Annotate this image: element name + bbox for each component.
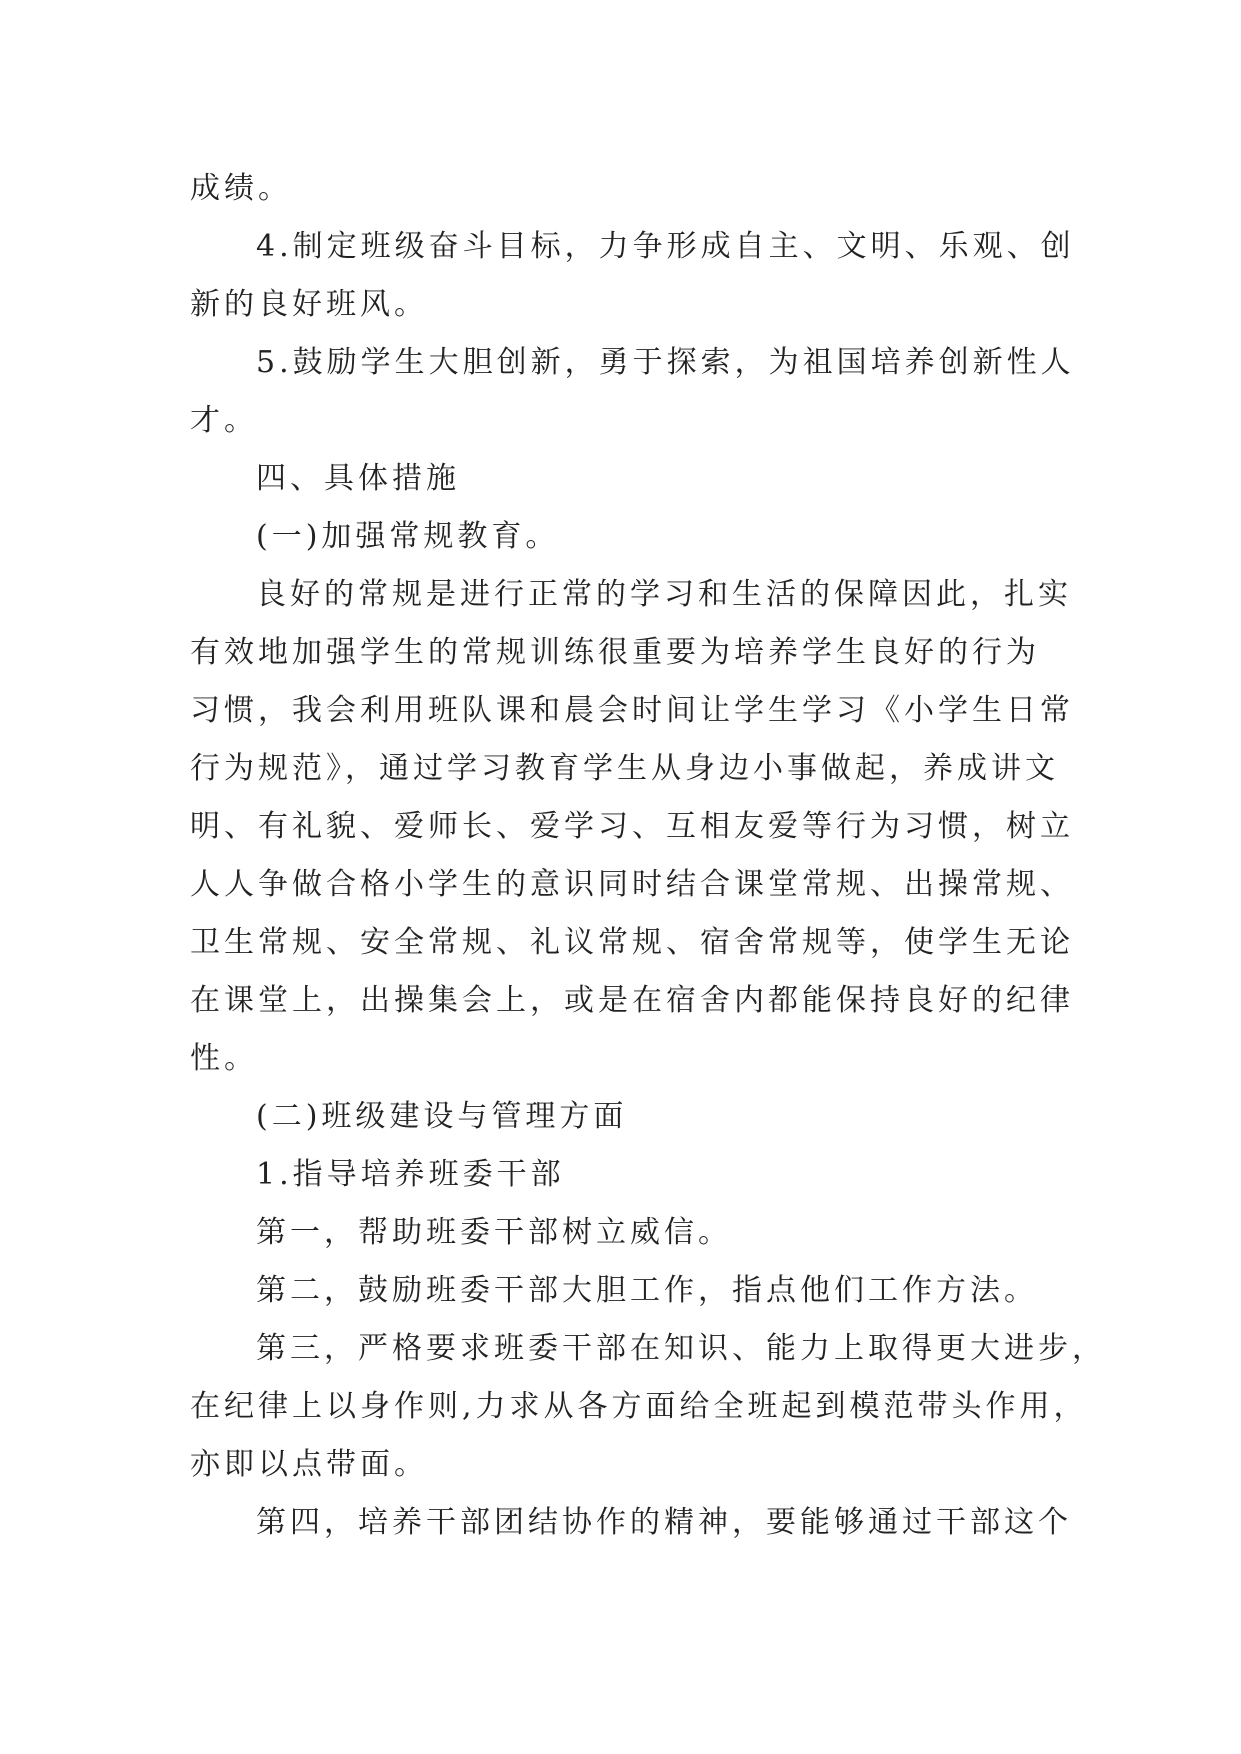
text-line: 性。: [190, 1041, 258, 1076]
text-line: 第三，严格要求班委干部在知识、能力上取得更大进步，: [256, 1331, 1106, 1366]
subsection-heading: (一)加强常规教育。: [256, 519, 560, 554]
text-line: 亦即以点带面。: [190, 1447, 428, 1482]
text-line: 成绩。: [190, 171, 292, 206]
text-line: 新的良好班风。: [190, 287, 428, 322]
list-heading: 1.指导培养班委干部: [256, 1157, 565, 1192]
section-heading: 四、具体措施: [256, 461, 460, 496]
text-line: 第四，培养干部团结协作的精神，要能够通过干部这个: [256, 1505, 1072, 1540]
text-line: 行为规范》，通过学习教育学生从身边小事做起，养成讲文: [190, 751, 1059, 786]
text-line: 才。: [190, 403, 258, 438]
subsection-heading: (二)班级建设与管理方面: [256, 1099, 628, 1134]
text-line: 5.鼓励学生大胆创新，勇于探索，为祖国培养创新性人: [256, 345, 1075, 380]
text-line: 卫生常规、安全常规、礼议常规、宿舍常规等，使学生无论: [190, 925, 1074, 960]
text-line: 在纪律上以身作则,力求从各方面给全班起到模范带头作用，: [190, 1389, 1088, 1424]
text-line: 第二，鼓励班委干部大胆工作，指点他们工作方法。: [256, 1273, 1038, 1308]
text-line: 习惯，我会利用班队课和晨会时间让学生学习《小学生日常: [190, 693, 1074, 728]
text-line: 明、有礼貌、爱师长、爱学习、互相友爱等行为习惯，树立: [190, 809, 1074, 844]
text-line: 人人争做合格小学生的意识同时结合课堂常规、出操常规、: [190, 867, 1074, 902]
text-line: 4.制定班级奋斗目标，力争形成自主、文明、乐观、创: [256, 229, 1075, 264]
text-line: 在课堂上，出操集会上，或是在宿舍内都能保持良好的纪律: [190, 983, 1074, 1018]
text-line: 有效地加强学生的常规训练很重要为培养学生良好的行为: [190, 635, 1040, 670]
text-line: 第一，帮助班委干部树立威信。: [256, 1215, 732, 1250]
body-text: [190, 160, 1106, 1552]
text-line: 良好的常规是进行正常的学习和生活的保障因此，扎实: [256, 577, 1072, 612]
